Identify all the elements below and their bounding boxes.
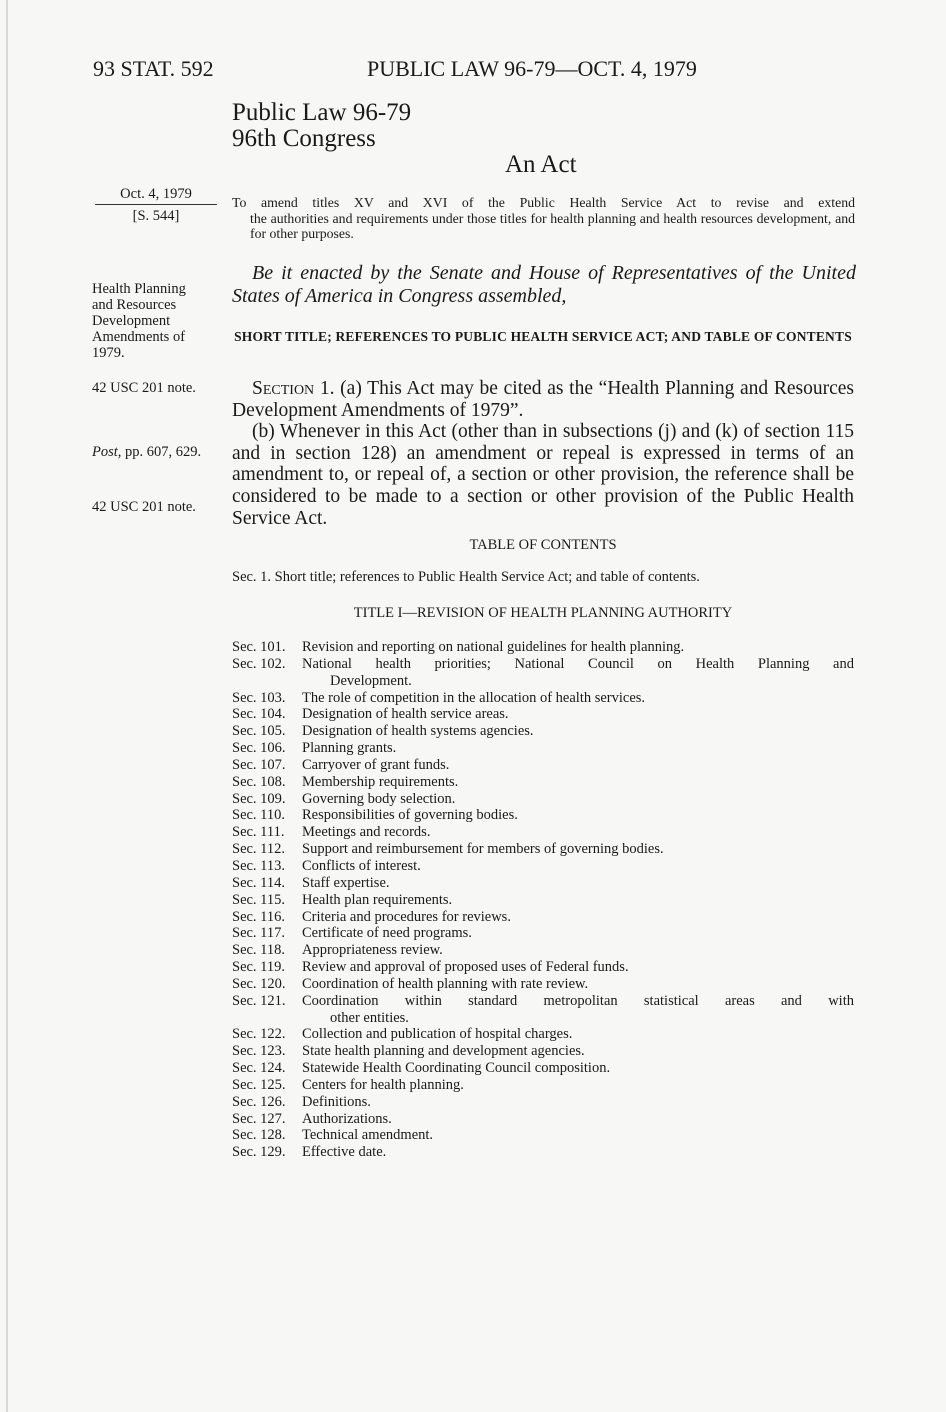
enacting-clause: Be it enacted by the Senate and House of Representatives of the United States of America in Congress assembled, bbox=[232, 262, 856, 307]
purpose-line-1: To amend titles XV and XVI of the Public Health Service Act to revise and extend bbox=[232, 195, 855, 210]
toc-item: Sec. 101. Revision and reporting on national guidelines for health planning. bbox=[232, 639, 685, 655]
post-pages-note: Post, pp. 607, 629. bbox=[92, 444, 202, 460]
toc-item: Sec. 126. Definitions. bbox=[232, 1093, 371, 1110]
law-identification bbox=[232, 100, 411, 152]
running-title: PUBLIC LAW 96-79—OCT. 4, 1979 bbox=[367, 56, 697, 81]
toc-section-1: Sec. 1. Short title; references to Public Health Service Act; and table of contents. bbox=[232, 569, 700, 585]
toc-item: Sec. 106. Planning grants. bbox=[232, 740, 397, 757]
title-i-heading: TITLE I—REVISION OF HEALTH PLANNING AUTHORITY bbox=[353, 605, 733, 621]
public-law-number: Public Law 96-79 bbox=[232, 99, 412, 126]
toc-item: Sec. 122. Collection and publication of hospital charges. bbox=[232, 1026, 573, 1043]
toc-item: Sec. 103. The role of competition in the allocation of health services. bbox=[232, 689, 646, 706]
purpose-statement bbox=[232, 195, 855, 242]
toc-item: Sec. 109. Governing body selection. bbox=[232, 790, 456, 807]
toc-item: Sec. 114. Staff expertise. bbox=[232, 874, 390, 891]
toc-list bbox=[232, 639, 854, 1161]
act-title: An Act bbox=[505, 151, 577, 178]
toc-item: Sec. 102. National health priorities; National Council on Health Planning and Development. bbox=[232, 655, 854, 689]
subsection-b: (b) Whenever in this Act (other than in subsections (j) and (k) of section 115 and in section 128) an amendment or repeal is expressed in terms of an amendment to, or repeal of, a section or other provision, the reference shall be considered to be made to a section or other provision of the Public Health Service Act. bbox=[232, 421, 854, 529]
subsection-a: Section 1. (a) This Act may be cited as the “Health Planning and Resources Development Amendments of 1979”. bbox=[232, 378, 854, 421]
toc-item: Sec. 119. Review and approval of proposed uses of Federal funds. bbox=[232, 959, 629, 976]
toc-item: Sec. 124. Statewide Health Coordinating Council composition. bbox=[232, 1060, 611, 1077]
short-title-margin-note: Health Planning and Resources Development Amendments of 1979. bbox=[92, 281, 186, 361]
toc-item: Sec. 107. Carryover of grant funds. bbox=[232, 756, 450, 773]
enactment-date: Oct. 4, 1979 bbox=[120, 186, 192, 202]
congress: 96th Congress bbox=[232, 125, 376, 152]
page-edge bbox=[6, 0, 8, 1412]
date-bill-note bbox=[95, 186, 217, 224]
toc-item: Sec. 127. Authorizations. bbox=[232, 1110, 392, 1127]
toc-item: Sec. 118. Appropriateness review. bbox=[232, 942, 443, 959]
toc-item: Sec. 116. Criteria and procedures for reviews. bbox=[232, 908, 511, 925]
toc-item: Sec. 123. State health planning and development agencies. bbox=[232, 1043, 585, 1060]
toc-item: Sec. 129. Effective date. bbox=[232, 1144, 387, 1161]
stat-page-number: 93 STAT. 592 bbox=[93, 56, 214, 81]
toc-item: Sec. 110. Responsibilities of governing bodies. bbox=[232, 807, 518, 824]
toc-item: Sec. 112. Support and reimbursement for members of governing bodies. bbox=[232, 841, 664, 858]
section-1-body bbox=[232, 378, 854, 529]
bill-number: [S. 544] bbox=[132, 208, 180, 224]
usc-note-1: 42 USC 201 note. bbox=[92, 380, 196, 396]
toc-item: Sec. 128. Technical amendment. bbox=[232, 1127, 434, 1144]
toc-heading: TABLE OF CONTENTS bbox=[469, 537, 617, 553]
toc-item: Sec. 115. Health plan requirements. bbox=[232, 891, 453, 908]
toc-item: Sec. 108. Membership requirements. bbox=[232, 773, 459, 790]
toc-item: Sec. 120. Coordination of health planning with rate review. bbox=[232, 975, 589, 992]
toc-item: Sec. 113. Conflicts of interest. bbox=[232, 857, 421, 874]
purpose-rest: the authorities and requirements under those titles for health planning and health resources development, and for other purposes. bbox=[250, 210, 855, 241]
usc-note-2: 42 USC 201 note. bbox=[92, 499, 196, 515]
divider bbox=[95, 204, 217, 205]
section-heading: SHORT TITLE; REFERENCES TO PUBLIC HEALTH SERVICE ACT; AND TABLE OF CONTENTS bbox=[234, 329, 852, 344]
toc-item: Sec. 125. Centers for health planning. bbox=[232, 1076, 464, 1093]
toc-item: Sec. 111. Meetings and records. bbox=[232, 824, 431, 841]
toc-item: Sec. 105. Designation of health systems agencies. bbox=[232, 723, 534, 740]
toc-item: Sec. 121. Coordination within standard metropolitan statistical areas and with other entities. bbox=[232, 992, 854, 1026]
toc-item: Sec. 104. Designation of health service areas. bbox=[232, 706, 509, 723]
toc-item: Sec. 117. Certificate of need programs. bbox=[232, 925, 472, 942]
section-label: Section bbox=[252, 378, 315, 399]
